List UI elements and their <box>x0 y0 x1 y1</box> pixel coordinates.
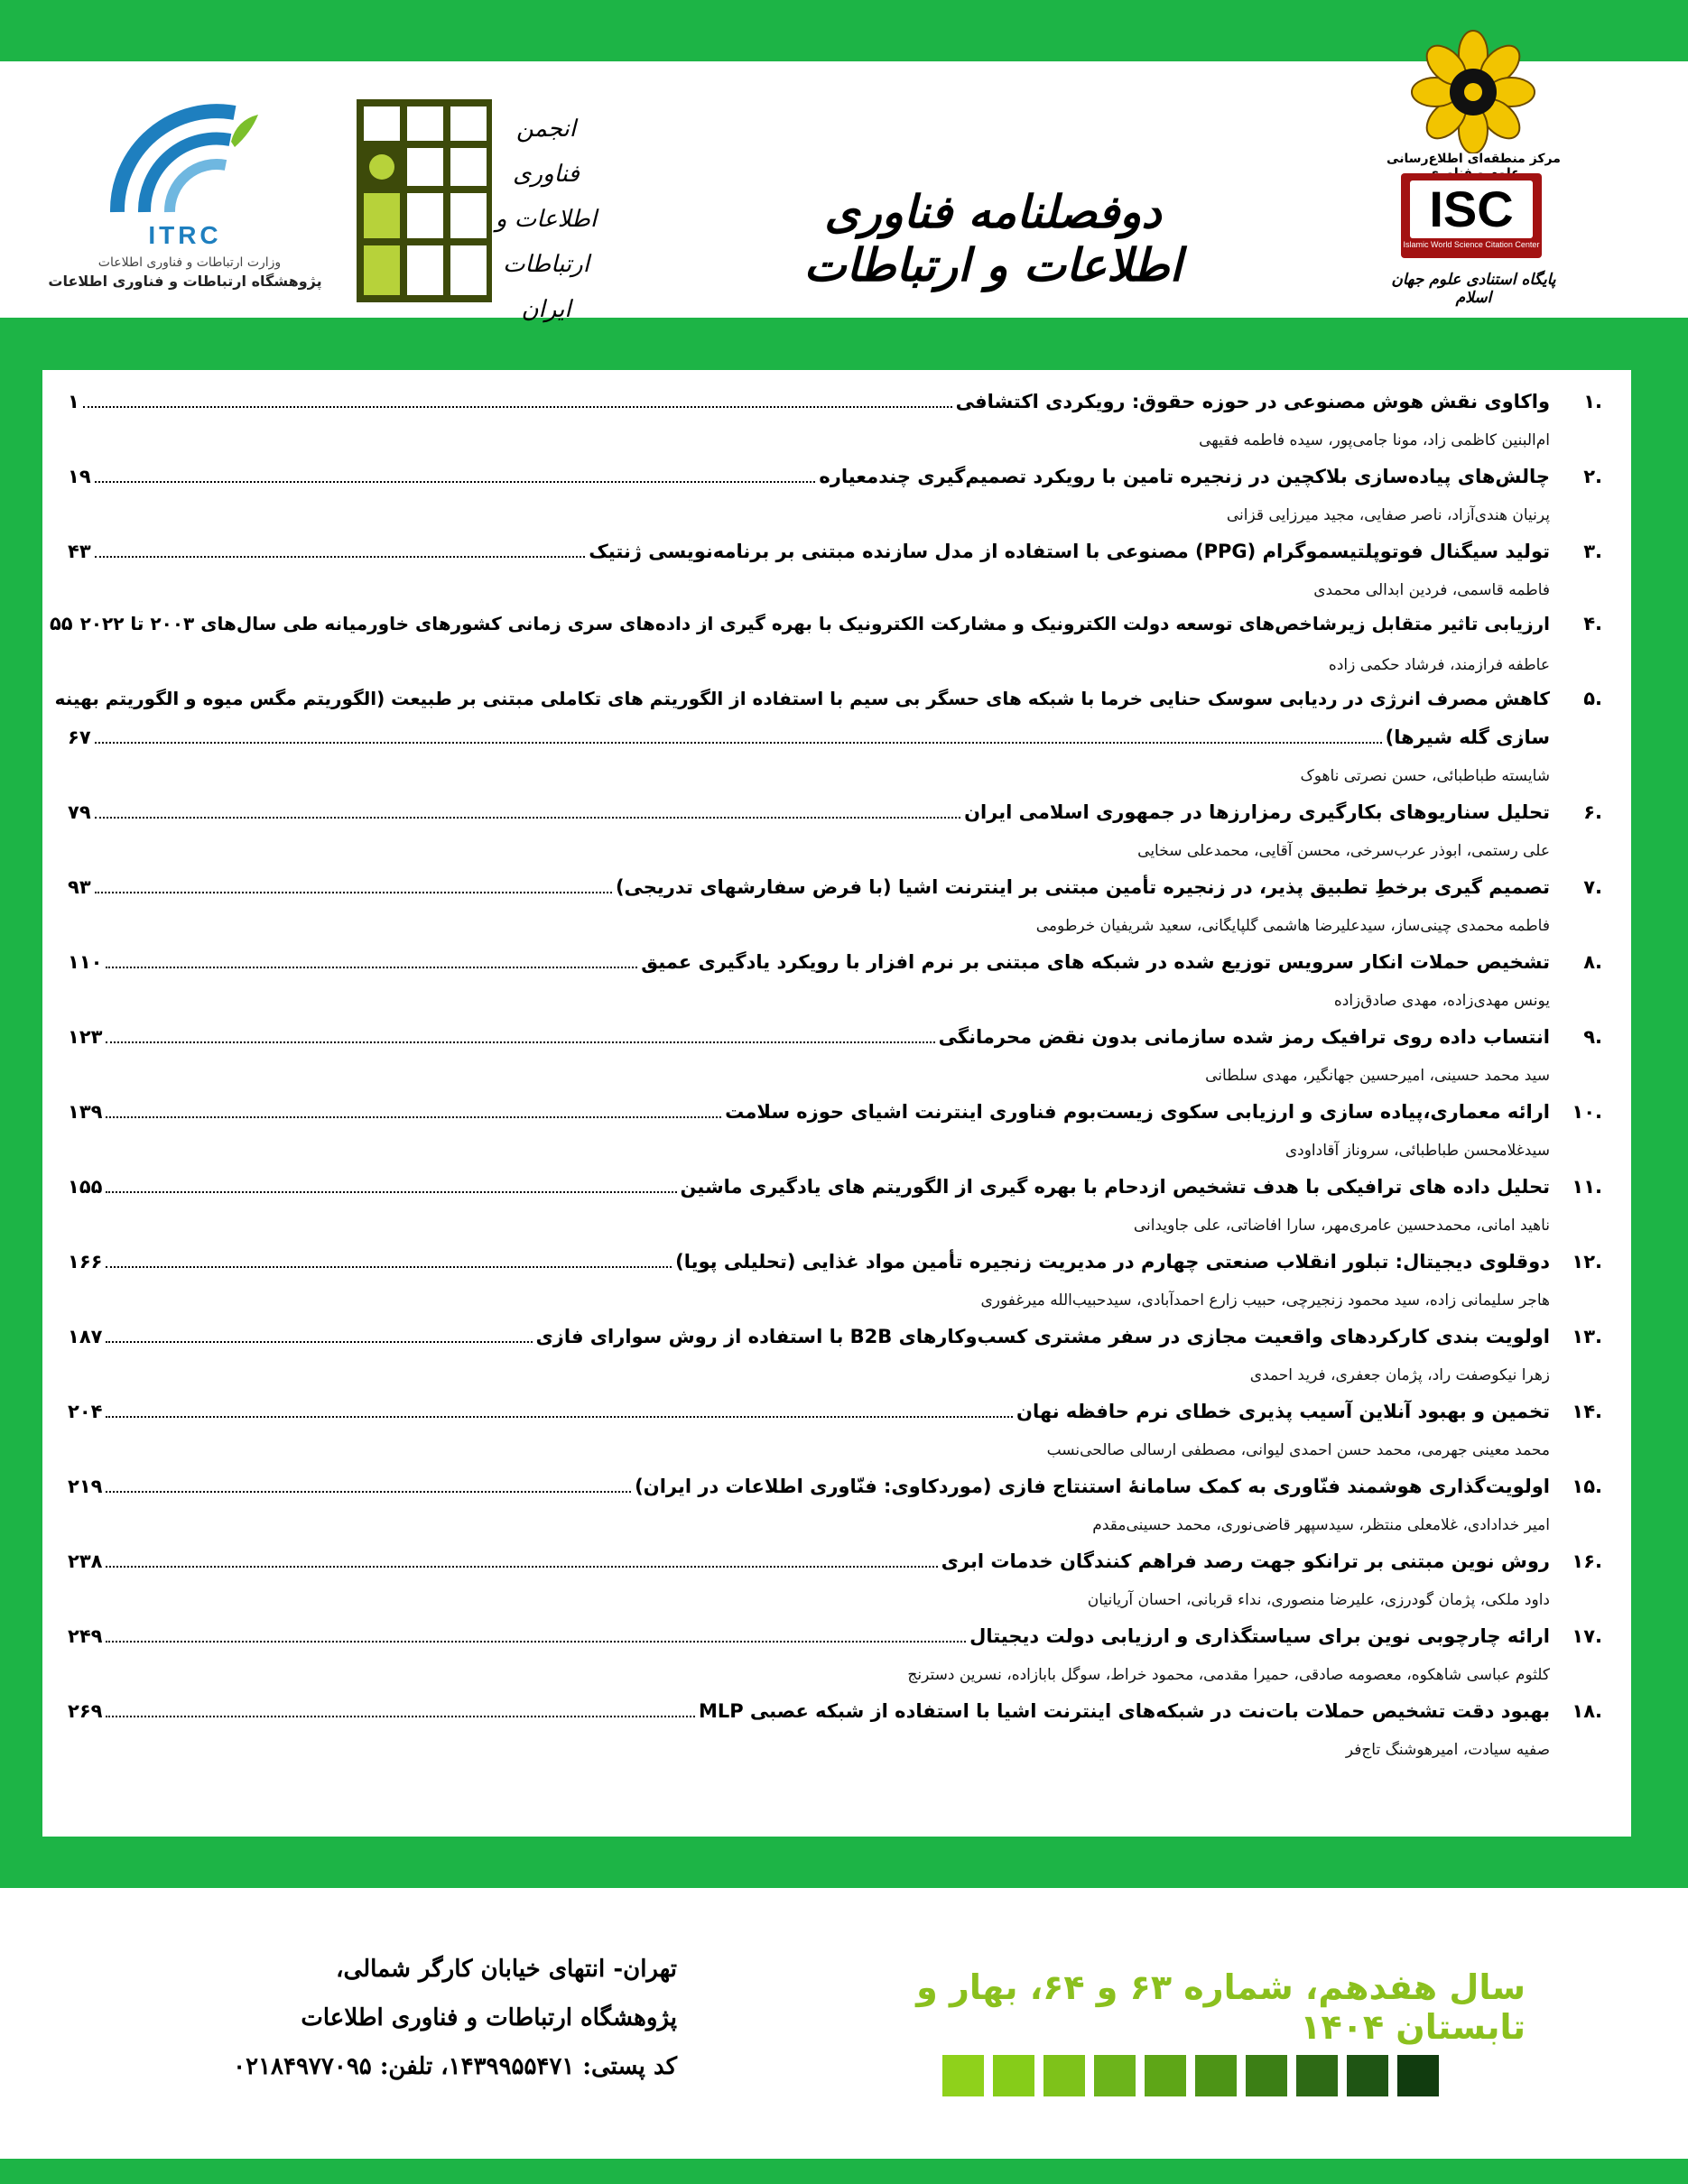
entry-number: .۱۲ <box>1572 1251 1602 1272</box>
entry-authors: صفیه سیادت، امیرهوشنگ تاج‌فر <box>1345 1741 1550 1759</box>
issue-volume: سال هفدهم، شماره ۶۳ و ۶۴، بهار و تابستان ۱۴۰۴ <box>916 1967 1526 2047</box>
entry-number: .۶ <box>1583 801 1602 823</box>
entry-page: ۷۹ <box>68 801 91 823</box>
leader-dots <box>95 724 1382 744</box>
leader-dots <box>106 1098 721 1118</box>
toc-entry[interactable] <box>68 1548 1602 1616</box>
entry-page: ۱ <box>68 391 79 412</box>
association-line-3: اطلاعات و <box>495 206 598 233</box>
entry-authors: علی رستمی، ابوذر عرب‌سرخی، محسن آقایی، محمدعلی سخایی <box>1137 842 1550 860</box>
square <box>993 2055 1034 2096</box>
association-line-2: فناوری <box>513 161 580 188</box>
address-line-3: کد پستی: ۱۴۳۹۹۵۵۴۷۱، تلفن: ۰۲۱۸۴۹۷۷۰۹۵ <box>233 2053 677 2080</box>
square <box>1246 2055 1287 2096</box>
entry-title-line-1[interactable]: کاهش مصرف انرژی در ردیابی سوسک حنایی خرما با شبکه های حسگر بی سیم با استفاده از الگوریتم های تکاملی مبتنی بر طبیعت (الگوریتم مگس میوه و الگوریتم بهینه <box>54 688 1550 709</box>
entry-number: .۸ <box>1583 951 1602 973</box>
gradient-squares <box>942 2055 1484 2096</box>
entry-title[interactable]: تخمین و بهبود آنلاین آسیب پذیری خطای نرم حافظه نهان <box>1016 1401 1550 1422</box>
toc-entry[interactable] <box>68 1698 1602 1766</box>
entry-authors: هاجر سلیمانی زاده، سید محمود زنجیرچی، حبیب زارع احمدآبادی، سیدحبیب‌الله میرغفوری <box>980 1291 1550 1309</box>
entry-authors: کلثوم عباسی شاهکوه، معصومه صادقی، حمیرا مقدمی، محمود خراط، سوگل بابازاده، نسرین دسترنج <box>907 1666 1550 1684</box>
bottom-green-band <box>0 2159 1688 2184</box>
journal-title: دوفصلنامه فناوری اطلاعات و ارتباطات <box>803 185 1183 292</box>
entry-number: .۴ <box>1583 613 1602 634</box>
leader-dots <box>95 538 586 558</box>
entry-authors: فاطمه محمدی چینی‌ساز، سیدعلیرضا هاشمی گلپایگانی، سعید شریفیان خرطومی <box>1035 917 1550 935</box>
entry-page: ۱۲۳ <box>68 1026 103 1048</box>
entry-title[interactable]: اولویت‌گذاری هوشمند فنّاوری به کمک سامانۀ استنتاج فازی (موردکاوی: فنّاوری اطلاعات در ایران) <box>635 1476 1550 1497</box>
square <box>1043 2055 1085 2096</box>
entry-number: .۹ <box>1583 1026 1602 1048</box>
entry-number: .۵ <box>1583 688 1602 709</box>
itrc-institute-caption: پژوهشگاه ارتباطات و فناوری اطلاعات <box>48 273 322 290</box>
leader-dots <box>106 1623 966 1643</box>
toc-entry[interactable] <box>68 949 1602 1017</box>
entry-title[interactable]: بهبود دقت تشخیص حملات بات‌نت در شبکه‌های اینترنت اشیا با استفاده از شبکه عصبی MLP <box>698 1700 1550 1722</box>
entry-authors: محمد معینی جهرمی، محمد حسن احمدی لیوانی، مصطفی ارسالی صالحی‌نسب <box>1046 1441 1550 1459</box>
entry-title[interactable]: واکاوی نقش هوش مصنوعی در حوزه حقوق: رویکردی اکتشافی <box>955 391 1550 412</box>
entry-page: ۹۳ <box>68 876 91 898</box>
entry-page: ۱۱۰ <box>68 951 103 973</box>
entry-page: ۶۷ <box>68 726 91 748</box>
toc-entry[interactable] <box>68 388 1602 457</box>
leader-dots <box>106 1698 695 1717</box>
entry-authors: عاطفه فرازمند، فرشاد حکمی زاده <box>1328 656 1550 674</box>
isc-badge-subtext: Islamic World Science Citation Center <box>1403 240 1540 249</box>
entry-page: ۴۳ <box>68 541 91 562</box>
square <box>942 2055 984 2096</box>
leader-dots <box>106 1548 937 1568</box>
toc-entry[interactable] <box>68 538 1602 606</box>
itrc-logo-text: ITRC <box>148 221 222 249</box>
publisher-address <box>144 1945 677 2091</box>
toc-entry[interactable] <box>49 613 1602 681</box>
entry-authors: زهرا نیکوصفت راد، پژمان جعفری، فرید احمدی <box>1249 1366 1550 1384</box>
entry-number: .۱۷ <box>1572 1625 1602 1647</box>
entry-title[interactable]: ارائه معماری،پیاده سازی و ارزیابی سکوی زیست‌بوم فناوری اینترنت اشیای حوزه سلامت <box>725 1101 1550 1123</box>
flower-emblem-icon <box>1386 18 1562 153</box>
entry-title[interactable]: سازی گله شیرها) <box>1385 726 1550 748</box>
isc-top-caption: مرکز منطقه‌ای اطلاع‌رسانی <box>1387 152 1561 166</box>
entry-authors: داود ملکی، پژمان گودرزی، علیرضا منصوری، نداء قربانی، احسان آریانیان <box>1087 1591 1550 1609</box>
entry-number: .۱۵ <box>1572 1476 1602 1497</box>
entry-number: .۳ <box>1583 541 1602 562</box>
toc-entry[interactable] <box>68 1248 1602 1317</box>
entry-number: .۱۱ <box>1572 1176 1602 1198</box>
entry-page: ۲۰۴ <box>68 1401 103 1422</box>
entry-page: ۱۶۶ <box>68 1251 103 1272</box>
entry-number: .۱۴ <box>1572 1401 1602 1422</box>
leader-dots <box>95 799 960 819</box>
entry-page: ۲۳۸ <box>68 1550 103 1572</box>
leader-dots <box>106 1248 672 1268</box>
entry-title[interactable]: تحلیل سناریوهای بکارگیری رمزارزها در جمهوری اسلامی ایران <box>964 801 1550 823</box>
entry-authors: یونس مهدی‌زاده، مهدی صادق‌زاده <box>1333 992 1550 1010</box>
entry-page: ۱۳۹ <box>68 1101 103 1123</box>
leader-dots <box>95 874 612 893</box>
square <box>1397 2055 1439 2096</box>
entry-title[interactable]: انتساب داده روی ترافیک رمز شده سازمانی بدون نقض محرمانگی <box>938 1026 1550 1048</box>
toc-entry[interactable] <box>68 1623 1602 1691</box>
entry-title[interactable]: ارائه چارچوبی نوین برای سیاستگذاری و ارزیابی دولت دیجیتال <box>969 1625 1550 1647</box>
entry-authors: امیر خدادادی، غلامعلی منتظر، سیدسپهر قاضی‌نوری، محمد حسینی‌مقدم <box>1092 1516 1550 1534</box>
entry-number: .۱۶ <box>1572 1550 1602 1572</box>
square <box>1195 2055 1237 2096</box>
toc-entry[interactable] <box>68 874 1602 942</box>
isc-badge <box>1401 173 1542 258</box>
square <box>1145 2055 1186 2096</box>
entry-page: ۱۵۵ <box>68 1176 103 1198</box>
entry-authors: پرنیان هندی‌آزاد، ناصر صفایی، مجید میرزایی قزانی <box>1226 506 1550 524</box>
leader-dots <box>106 949 637 968</box>
leader-dots <box>106 1173 676 1193</box>
itrc-ministry-caption: وزارت ارتباطات و فناوری اطلاعات <box>97 255 282 270</box>
association-grid-icon <box>357 99 492 302</box>
entry-number: .۱۸ <box>1572 1700 1602 1722</box>
entry-title[interactable]: تصمیم گیری برخطِ تطبیق پذیر، در زنجیره تأمین مبتنی بر اینترنت اشیا (با فرض سفارشهای تدریجی) <box>615 876 1550 898</box>
toc-entry[interactable] <box>68 1323 1602 1392</box>
toc-entry[interactable] <box>68 1398 1602 1467</box>
association-line-1: انجمن <box>515 116 577 143</box>
leader-dots <box>106 1323 532 1343</box>
entry-page: ۱۸۷ <box>68 1326 103 1347</box>
entry-number: .۱۳ <box>1572 1326 1602 1347</box>
entry-title[interactable]: چالش‌های پیاده‌سازی بلاکچین در زنجیره تامین با رویکرد تصمیم‌گیری چندمعیاره <box>819 466 1550 487</box>
entry-number: .۷ <box>1583 876 1602 898</box>
entry-title[interactable]: روش نوین مبتنی بر ترانکو جهت رصد فراهم کنندگان خدمات ابری <box>941 1550 1550 1572</box>
square <box>1296 2055 1338 2096</box>
entry-authors: سیدغلامحسن طباطبائی، سروناز آقاداودی <box>1285 1142 1550 1160</box>
toc-entry[interactable] <box>68 1173 1602 1242</box>
entry-authors: ناهید امانی، محمدحسین عامری‌مهر، سارا افاضاتی، علی جاویدانی <box>1133 1217 1550 1235</box>
entry-authors: فاطمه قاسمی، فردین ابدالی محمدی <box>1313 581 1550 599</box>
entry-title[interactable]: تحلیل داده های ترافیکی با هدف تشخیص ازدحام با بهره گیری از الگوریتم های یادگیری ماشین <box>680 1176 1550 1198</box>
entry-page: ۲۴۹ <box>68 1625 103 1647</box>
leader-dots <box>83 388 952 408</box>
toc-entry[interactable] <box>54 688 1602 792</box>
entry-number: .۱۰ <box>1572 1101 1602 1123</box>
entry-title[interactable]: تشخیص حملات انکار سرویس توزیع شده در شبکه های مبتنی بر نرم افزار با رویکرد یادگیری عمیق <box>641 951 1550 973</box>
entry-title[interactable]: دوقلوی دیجیتال: تبلور انقلاب صنعتی چهارم در مدیریت زنجیره تأمین مواد غذایی (تحلیلی پویا) <box>675 1251 1550 1272</box>
entry-number: .۱ <box>1583 391 1602 412</box>
entry-number: .۲ <box>1583 466 1602 487</box>
leader-dots <box>95 463 816 483</box>
toc-entry[interactable] <box>68 1098 1602 1167</box>
entry-title[interactable]: ارزیابی تاثیر متقابل زیرشاخص‌های توسعه دولت الکترونیک و مشارکت الکترونیک با بهره گیری از داده‌های سری زمانی کشورهای خاورمیانه طی سال‌های ۲۰۰۳ تا ۲۰۲۲ <box>79 613 1550 634</box>
leader-dots <box>106 1023 934 1043</box>
isc-badge-label: ISC <box>1410 180 1533 238</box>
entry-page: ۲۶۹ <box>68 1700 103 1722</box>
entry-authors: ام‌البنین کاظمی زاد، مونا جامی‌پور، سیده فاطمه فقیهی <box>1199 431 1550 449</box>
association-name <box>483 106 609 332</box>
address-line-1: تهران- انتهای خیابان کارگر شمالی، <box>336 1956 677 1983</box>
entry-page: ۲۱۹ <box>68 1476 103 1497</box>
association-line-4: ارتباطات ایران <box>503 251 589 323</box>
entry-page: ۱۹ <box>68 466 91 487</box>
leader-dots <box>106 1473 631 1493</box>
isc-bottom-caption: پایگاه استنادی علوم جهان اسلام <box>1391 271 1556 307</box>
entry-authors: شایسته طباطبائی، حسن نصرتی ناهوک <box>1300 767 1550 785</box>
square <box>1347 2055 1388 2096</box>
entry-title[interactable]: اولویت بندی کارکردهای واقعیت مجازی در سفر مشتری کسب‌وکارهای B2B با استفاده از روش سوارای فازی <box>535 1326 1550 1347</box>
entry-page: ۵۵ <box>49 613 73 634</box>
toc-entry[interactable] <box>68 799 1602 867</box>
entry-authors: سید محمد حسینی، امیرحسین جهانگیر، مهدی سلطانی <box>1205 1067 1550 1085</box>
itrc-arcs-icon <box>99 95 262 221</box>
square <box>1094 2055 1136 2096</box>
entry-title[interactable]: تولید سیگنال فوتوپلتیسموگرام (PPG) مصنوعی با استفاده از مدل سازنده مبتنی بر برنامه‌نویسی ژنتیک <box>589 541 1550 562</box>
toc-entry[interactable] <box>68 1023 1602 1092</box>
toc-entry[interactable] <box>68 1473 1602 1541</box>
toc-entry[interactable] <box>68 463 1602 532</box>
leader-dots <box>106 1398 1013 1418</box>
address-line-2: پژوهشگاه ارتباطات و فناوری اطلاعات <box>301 2004 677 2031</box>
